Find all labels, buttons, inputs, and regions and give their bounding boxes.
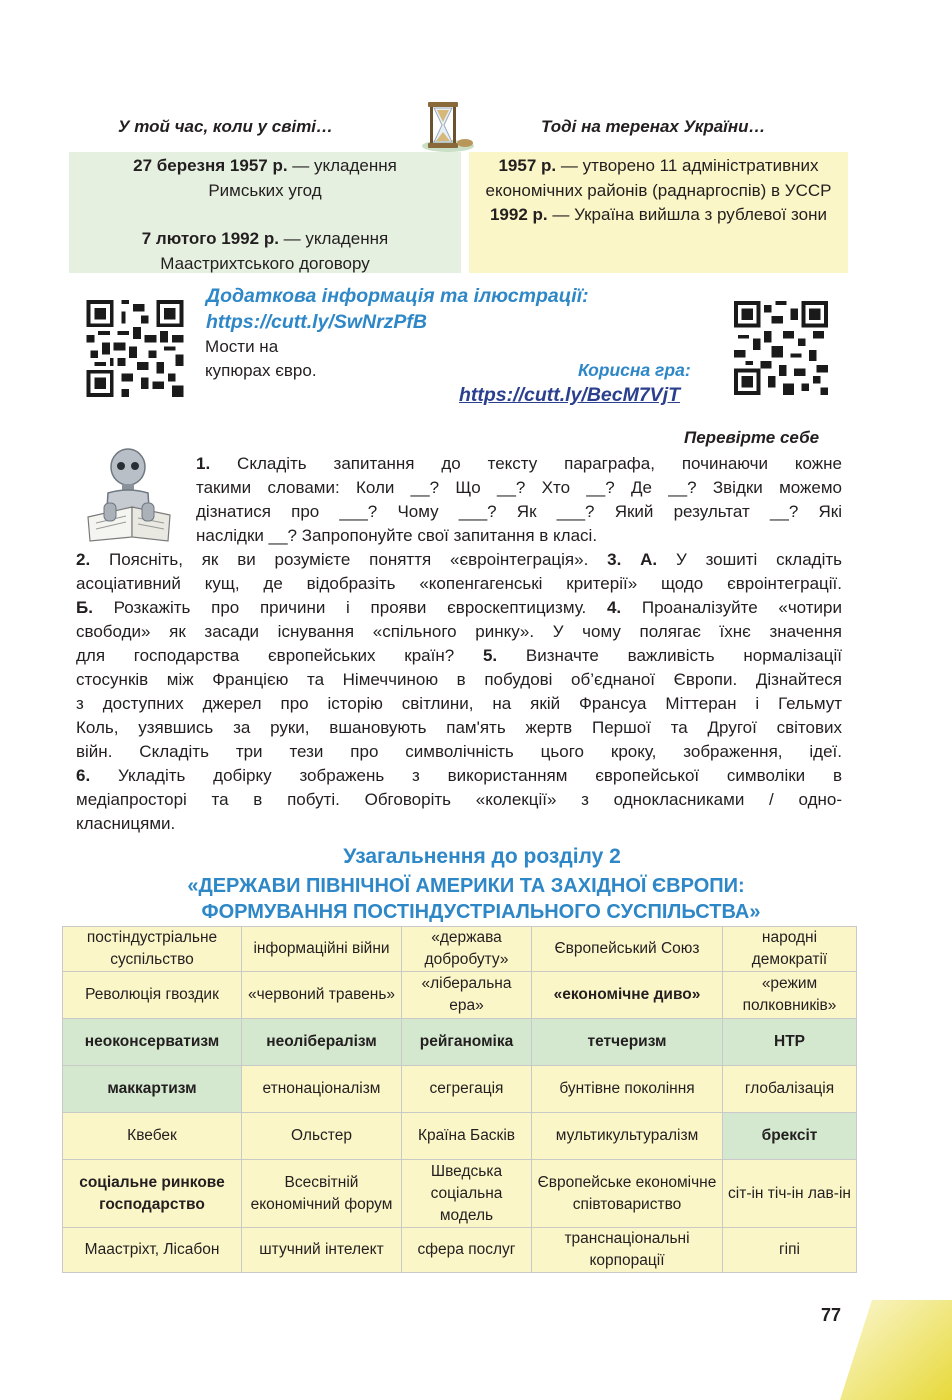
question-number: 1. <box>196 454 211 473</box>
summary-cell: Європейське економічне співтовариство <box>532 1160 723 1228</box>
world-events-box <box>69 152 461 273</box>
question-line: стосунків між Францією та Німеччиною в побудові об’єднаної Європи. Дізнайтеся <box>76 670 842 689</box>
ukraine-heading: Тоді на теренах України… <box>541 117 766 136</box>
ukraine-event <box>469 203 848 228</box>
questions-2-6 <box>76 548 842 836</box>
summary-row <box>63 927 857 972</box>
summary-cell: маккартизм <box>63 1066 242 1113</box>
question-line: асоціативний кущ, де відобразіть «копенгагенські критерії» щодо євроінтеграції. <box>76 574 842 593</box>
hourglass-icon <box>418 98 476 154</box>
event-text: — укладення Римських угод <box>208 156 397 200</box>
question-line: медіапросторі та в побуті. Обговоріть «колекції» з однокласниками / одно- <box>76 790 842 809</box>
question-line: Б. Розкажіть про причини і прояви євроскептицизму. 4. Проаналізуйте «чотири <box>76 598 842 617</box>
event-text: — Україна вийшла з рублевої зони <box>547 205 828 224</box>
summary-cell: Шведська соціальна модель <box>402 1160 532 1228</box>
summary-cell: брексіт <box>723 1113 857 1160</box>
event-date: 7 лютого 1992 р. <box>141 229 279 248</box>
qr-code-icon[interactable] <box>85 300 185 397</box>
summary-cell: «держава добробуту» <box>402 927 532 972</box>
page-number: 77 <box>821 1305 842 1325</box>
summary-cell: тетчеризм <box>532 1019 723 1066</box>
summary-cell: Революція гвоздик <box>63 972 242 1019</box>
summary-cell: глобалізація <box>723 1066 857 1113</box>
summary-cell: НТР <box>723 1019 857 1066</box>
summary-cell: гіпі <box>723 1228 857 1273</box>
summary-cell: сфера послуг <box>402 1228 532 1273</box>
extra-info-heading: Додаткова інформація та ілюстрації: <box>206 285 589 307</box>
question-line: з доступних джерел про історію світлини, на якій Франсуа Міттеран і Гельмут <box>76 694 842 713</box>
summary-cell: «економічне диво» <box>532 972 723 1019</box>
summary-cell: Ольстер <box>242 1113 402 1160</box>
question-line: такими словами: Коли __? Що __? Хто __? Де __? Звідки можемо <box>196 478 842 497</box>
ukraine-events-box <box>469 152 848 273</box>
summary-cell: сіт-ін тіч-ін лав-ін <box>723 1160 857 1228</box>
question-line: наслідки __? Запропонуйте свої запитання в класі. <box>196 526 598 545</box>
question-line <box>196 452 842 476</box>
summary-cell: Європейський Союз <box>532 927 723 972</box>
summary-title: Узагальнення до розділу 2 <box>343 845 621 868</box>
summary-cell: транснаціональні корпорації <box>532 1228 723 1273</box>
summary-row <box>63 1160 857 1228</box>
summary-row <box>63 1113 857 1160</box>
question-line: війн. Складіть три тези про символічність цього кроку, зображення, ідеї. <box>76 742 842 761</box>
summary-cell: Всесвітній економічний форум <box>242 1160 402 1228</box>
event-date: 1992 р. <box>489 205 548 224</box>
question-line: 2. Поясніть, як ви розумієте поняття «євроінтеграція». 3. А. У зошиті складіть <box>76 550 842 569</box>
summary-cell: постіндустріальне суспільство <box>63 927 242 972</box>
summary-cell: етнонаціоналізм <box>242 1066 402 1113</box>
extra-caption-line: купюрах євро. <box>205 361 317 380</box>
summary-cell: народні демократії <box>723 927 857 972</box>
summary-cell: рейганоміка <box>402 1019 532 1066</box>
summary-cell: інформаційні війни <box>242 927 402 972</box>
qr-code-icon[interactable] <box>734 301 828 395</box>
world-event <box>69 227 461 276</box>
summary-row <box>63 1228 857 1273</box>
summary-row <box>63 972 857 1019</box>
question-1 <box>196 452 842 548</box>
question-line: класницями. <box>76 814 176 833</box>
summary-cell: «червоний травень» <box>242 972 402 1019</box>
summary-subtitle: «ДЕРЖАВИ ПІВНІЧНОЇ АМЕРИКИ ТА ЗАХІДНОЇ ЄВРОПИ: <box>187 875 745 897</box>
summary-row <box>63 1019 857 1066</box>
game-label: Корисна гра: <box>578 360 691 380</box>
question-line: Коль, узявшись за руки, вшановують пам'ять жертв Першої та Другої світових <box>76 718 842 737</box>
event-date: 1957 р. <box>498 156 557 175</box>
world-heading: У той час, коли у світі… <box>118 117 334 136</box>
ukraine-event <box>469 154 848 203</box>
question-line: свободи» як засади існування «спільного ринку». У чому полягає їхнє значення <box>76 622 842 641</box>
summary-cell: сегрегація <box>402 1066 532 1113</box>
summary-cell: соціальне ринкове господарство <box>63 1160 242 1228</box>
question-text: Складіть запитання до тексту параграфа, починаючи кожне <box>210 454 842 473</box>
world-event <box>69 154 461 203</box>
question-line: дізнатися про ___? Чому ___? Як ___? Який результат __? Які <box>196 502 842 521</box>
summary-cell: Маастріхт, Лісабон <box>63 1228 242 1273</box>
summary-cell: «режим полковників» <box>723 972 857 1019</box>
event-date: 27 березня 1957 р. <box>133 156 288 175</box>
robot-reading-icon <box>80 445 180 543</box>
summary-cell: неоконсерватизм <box>63 1019 242 1066</box>
question-line: 6. Укладіть добірку зображень з використанням європейської символіки в <box>76 766 842 785</box>
event-text: — утворено 11 адміністративних економічних районів (раднаргоспів) в УССР <box>485 156 832 200</box>
summary-cell: мультикультуралізм <box>532 1113 723 1160</box>
extra-caption-line: Мости на <box>205 337 279 356</box>
event-text: — укладення Маастрихтського договору <box>160 229 389 273</box>
summary-cell: «ліберальна ера» <box>402 972 532 1019</box>
question-line: для господарства європейських країн? 5. Визначте важливість нормалізації <box>76 646 842 665</box>
summary-cell: неолібералізм <box>242 1019 402 1066</box>
summary-row <box>63 1066 857 1113</box>
summary-cell: штучний інтелект <box>242 1228 402 1273</box>
check-heading: Перевірте себе <box>684 428 820 447</box>
summary-cell: Квебек <box>63 1113 242 1160</box>
page-corner-decoration <box>748 1300 952 1400</box>
summary-subtitle: ФОРМУВАННЯ ПОСТІНДУСТРІАЛЬНОГО СУСПІЛЬСТВА» <box>201 901 761 923</box>
summary-cell: бунтівне покоління <box>532 1066 723 1113</box>
summary-cell: Країна Басків <box>402 1113 532 1160</box>
summary-table <box>62 926 857 1273</box>
game-link[interactable]: https://cutt.ly/BecM7VjT <box>459 384 681 406</box>
extra-info-link[interactable]: https://cutt.ly/SwNrzPfB <box>206 311 428 333</box>
